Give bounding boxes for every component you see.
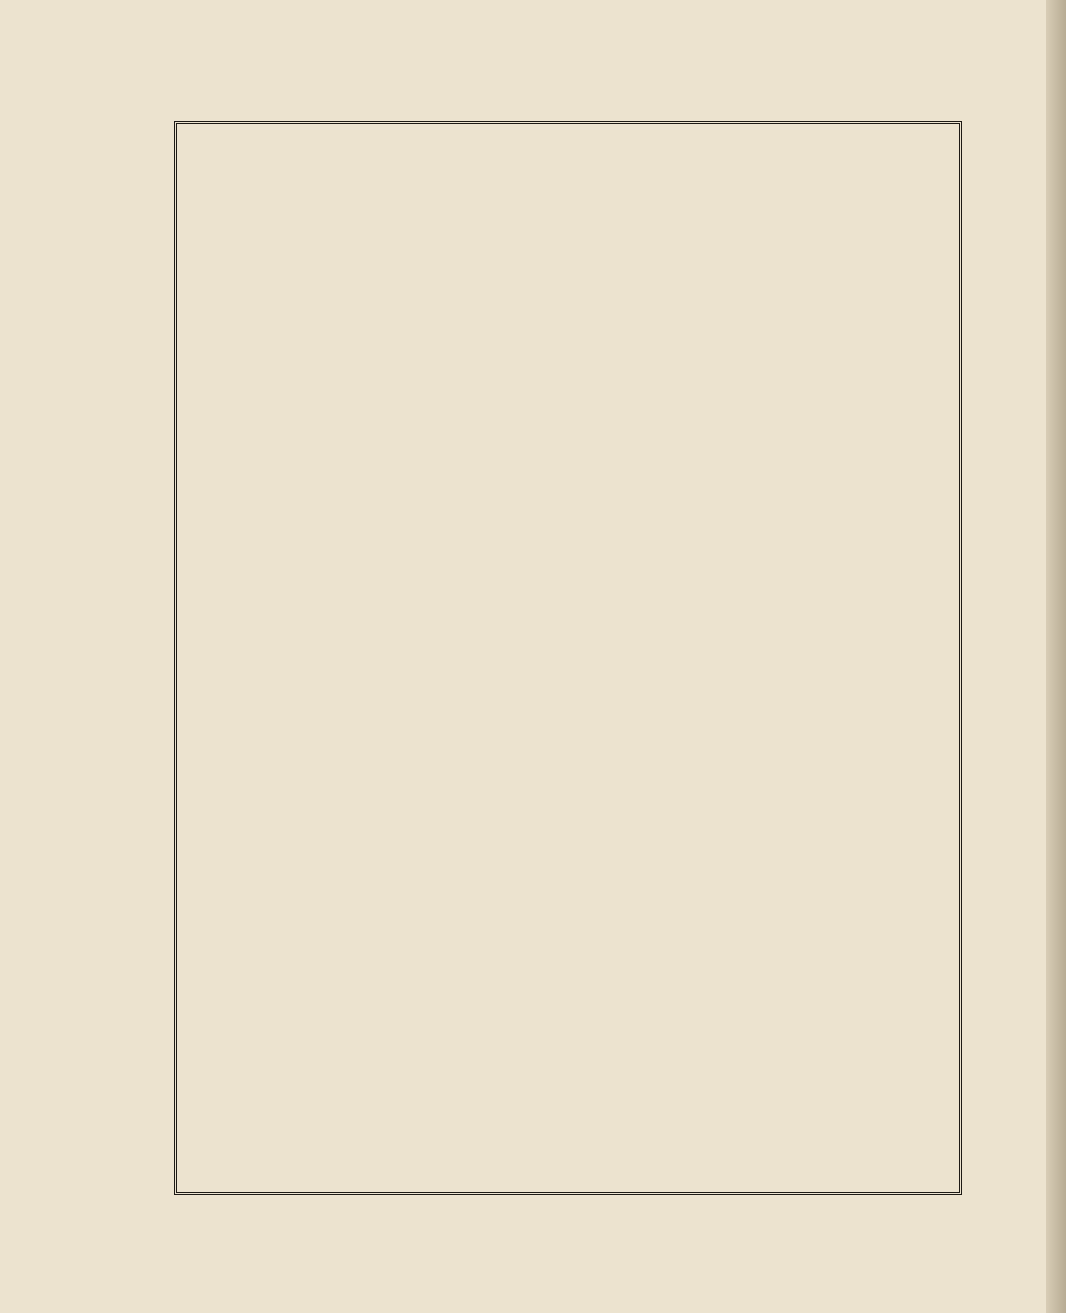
table-frame — [174, 121, 962, 1195]
page-gutter-shadow — [1046, 0, 1066, 1313]
